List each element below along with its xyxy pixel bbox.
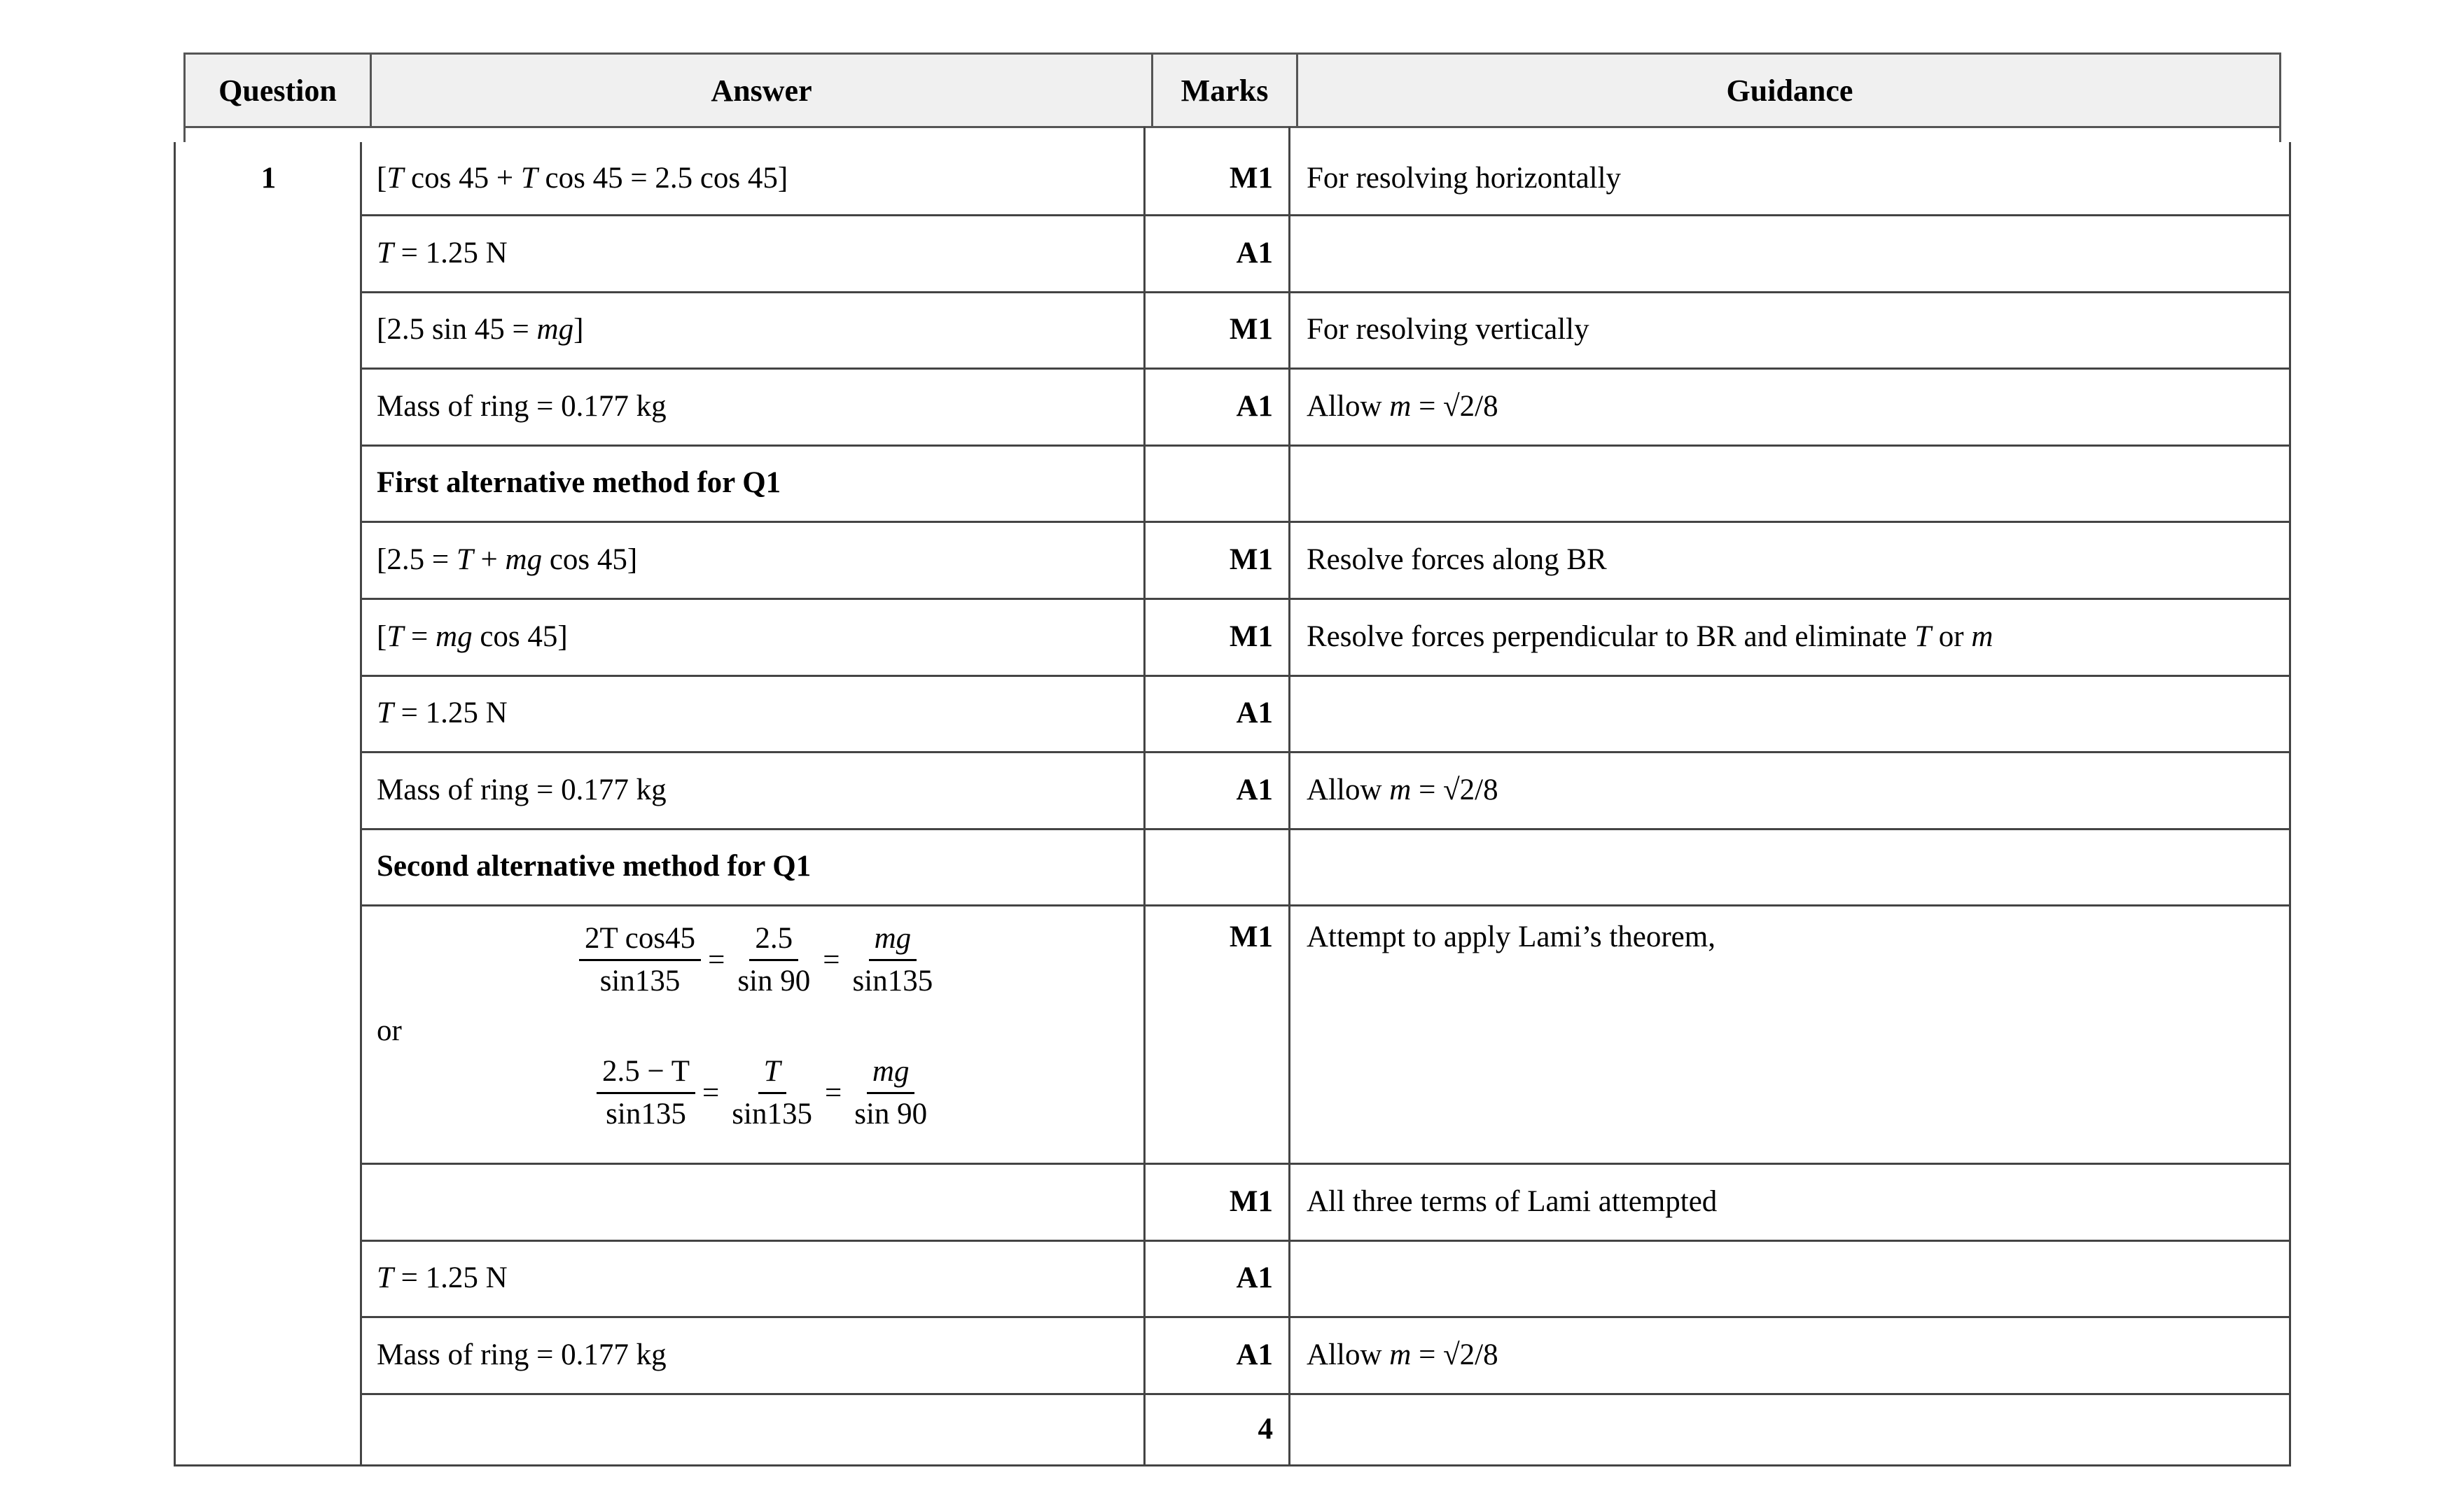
- guidance-cell: Resolve forces perpendicular to BR and eliminate T or m: [1307, 620, 1993, 653]
- header-tick-right: [2279, 127, 2281, 142]
- answer-cell: [T cos 45 + T cos 45 = 2.5 cos 45]: [377, 162, 788, 195]
- table-row: [361, 214, 2289, 291]
- answer-cell: T = 1.25 N: [377, 696, 508, 729]
- guidance-cell: For resolving vertically: [1307, 313, 1589, 346]
- marks-cell: M1: [1229, 162, 1273, 195]
- marks-cell: M1: [1229, 1184, 1273, 1218]
- guidance-cell: All three terms of Lami attempted: [1307, 1184, 1718, 1218]
- marks-cell: A1: [1236, 773, 1273, 806]
- table-row: [361, 751, 2289, 828]
- table-row: [361, 291, 2289, 368]
- marks-cell: M1: [1229, 542, 1273, 576]
- table-row: [361, 142, 2289, 214]
- guidance-cell: Allow m = √2/8: [1307, 389, 1498, 423]
- marks-cell: A1: [1236, 1261, 1273, 1294]
- section-heading: Second alternative method for Q1: [377, 850, 812, 883]
- marks-cell: [1147, 444, 1288, 521]
- guidance-cell: Allow m = √2/8: [1307, 1338, 1498, 1371]
- lami-equation-1: $\frac{\text{2T cos45}}{\sin 135}$ = $\frac{2.5}{\sin 90}$ = $\frac{mg}{\sin 135}$: [575, 918, 942, 1002]
- answer-cell: Mass of ring = 0.177 kg: [377, 1338, 667, 1371]
- guidance-cell: Allow m = √2/8: [1307, 773, 1498, 806]
- answer-cell: [T = mg cos 45]: [377, 620, 568, 653]
- guidance-cell: Attempt to apply Lami’s theorem,: [1307, 920, 1715, 953]
- table-row: [361, 675, 2289, 751]
- section-heading: First alternative method for Q1: [377, 466, 781, 499]
- question-number: 1: [260, 162, 277, 195]
- table-row: [361, 828, 2289, 904]
- marks-cell: A1: [1236, 696, 1273, 729]
- table-row: [361, 1316, 2289, 1393]
- total-marks: 4: [1258, 1412, 1273, 1446]
- marks-cell: M1: [1229, 920, 1273, 953]
- answer-cell: Mass of ring = 0.177 kg: [377, 389, 667, 423]
- header-answer: Answer: [711, 73, 812, 108]
- answer-cell: [2.5 = T + mg cos 45]: [377, 542, 638, 576]
- answer-cell: T = 1.25 N: [377, 236, 508, 270]
- table-row: [361, 598, 2289, 675]
- marks-cell: A1: [1236, 1338, 1273, 1371]
- table-row: [361, 904, 2289, 1163]
- table-row: [361, 1393, 2289, 1464]
- table-row: [361, 368, 2289, 444]
- table-row: [361, 444, 2289, 521]
- guidance-cell: Resolve forces along BR: [1307, 542, 1607, 576]
- marks-cell: M1: [1229, 620, 1273, 653]
- marks-cell: [1147, 828, 1288, 904]
- header-marks: Marks: [1181, 73, 1269, 108]
- marks-cell: A1: [1236, 389, 1273, 423]
- marks-cell: M1: [1229, 313, 1273, 346]
- guidance-cell: For resolving horizontally: [1307, 162, 1622, 195]
- table-row: [361, 521, 2289, 598]
- marks-cell: A1: [1236, 236, 1273, 270]
- answer-cell: Mass of ring = 0.177 kg: [377, 773, 667, 806]
- header-guidance: Guidance: [1726, 73, 1853, 108]
- or-label: or: [377, 1014, 402, 1047]
- answer-cell: [2.5 sin 45 = mg]: [377, 313, 584, 346]
- lami-equation-2: $\frac{2.5 - T}{\sin 135}$ = $\frac{T}{\sin 135}$ = $\frac{mg}{\sin 90}$: [592, 1051, 937, 1135]
- answer-cell: T = 1.25 N: [377, 1261, 508, 1294]
- header-question: Question: [218, 73, 337, 108]
- table-header: [183, 52, 2281, 128]
- header-tick-left: [183, 127, 186, 142]
- table-row: [361, 1163, 2289, 1240]
- mark-scheme-table: [174, 142, 2291, 1466]
- table-row: [361, 1240, 2289, 1316]
